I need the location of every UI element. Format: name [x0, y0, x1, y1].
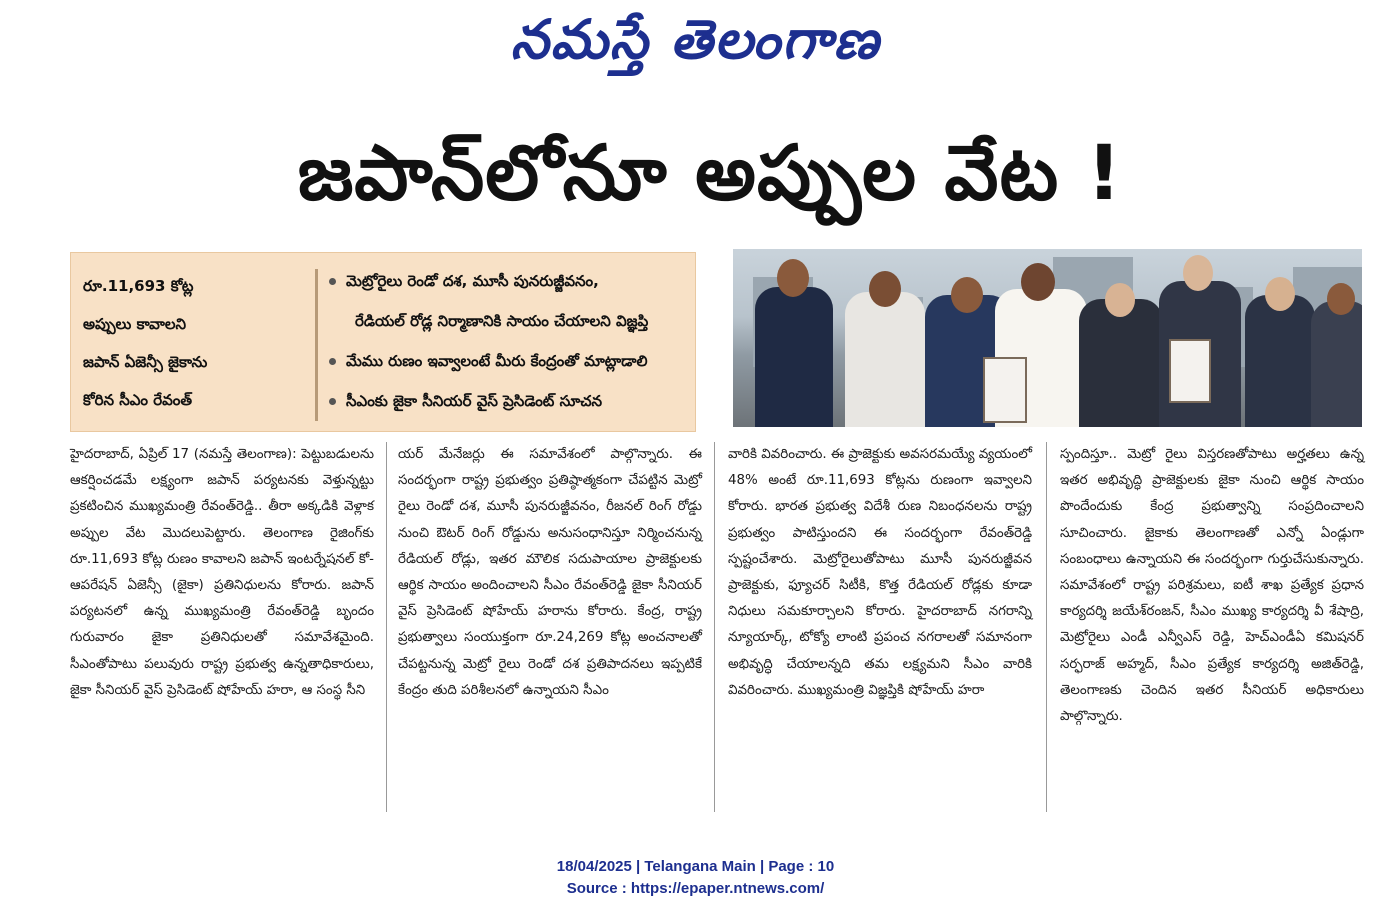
bullet-icon: [329, 278, 336, 285]
footer-source-link[interactable]: Source : https://epaper.ntnews.com/: [566, 880, 825, 897]
article-column-1: హైదరాబాద్, ఏప్రిల్ 17 (నమస్తే తెలంగాణ): పెట్టుబడులను ఆకర్షించడమే లక్ష్యంగా జపాన్ పర్యటనకు వెళ్తున్నట్టు ప్రకటించిన ముఖ్యమంత్రి రేవంత్‌రెడ్డి.. తీరా అక్కడికి వెళ్లాక అప్పుల వేట మొదలుపెట్టారు. తెలంగాణ రైజింగ్‌కు రూ.11,693 కోట్ల రుణం కావాలని జపాన్ ఇంటర్నేషనల్ కో-ఆపరేషన్ ఏజెన్సీ (జైకా) ప్రతినిధులను కోరారు. జపాన్ పర్యటనలో ఉన్న ముఖ్యమంత్రి రేవంత్‌రెడ్డి బృందం గురువారం జైకా ప్రతినిధులతో సమావేశమైంది. సీఎంతోపాటు పలువురు రాష్ట్ర ప్రభుత్వ ఉన్నతాధికారులు, జైకా సీనియర్ వైస్ ప్రెసిడెంట్ షోహేయ్ హరా, ఆ సంస్థ సీని: [70, 447, 374, 698]
bullet-item-continued: [329, 301, 689, 341]
article-column-2: యర్ మేనేజర్లు ఈ సమావేశంలో పాల్గొన్నారు. ఈ సందర్భంగా రాష్ట్ర ప్రభుత్వం ప్రతిష్ఠాత్మకంగా చేపట్టిన మెట్రో రైలు రెండో దశ, మూసీ పునరుజ్జీవనం, రీజనల్ రింగ్ రోడ్డు నుంచి ఔటర్ రింగ్ రోడ్డును అనుసంధానిస్తూ నిర్మించనున్న రేడియల్ రోడ్లు, ఇతర మౌలిక సదుపాయాల ప్రాజెక్టులకు ఆర్థిక సాయం అందించాలని సీఎం రేవంత్‌రెడ్డి జైకా సీనియర్ వైస్ ప్రెసిడెంట్ షోహేయ్ హరాను కోరారు. కేంద్ర, రాష్ట్ర ప్రభుత్వాలు సంయుక్తంగా రూ.24,269 కోట్ల అంచనాలతో చేపట్టనున్న మెట్రో రైలు రెండో దశ ప్రతిపాదనలు ఇప్పటికే కేంద్రం తుది పరిశీలనలో ఉన్నాయని సీఎం: [398, 447, 702, 698]
column-divider: [714, 442, 715, 812]
footer-edition-info: 18/04/2025 | Telangana Main | Page : 10: [556, 858, 835, 875]
person-figure: [1245, 295, 1315, 427]
masthead-logo: నమస్తే తెలంగాణ: [510, 8, 881, 71]
person-head: [1183, 255, 1213, 291]
bullet-text: మెట్రోరైలు రెండో దశ, మూసీ పునరుజ్జీవనం,: [346, 272, 599, 290]
person-head: [869, 271, 901, 307]
bullet-item: [329, 341, 689, 381]
person-head: [951, 277, 983, 313]
summary-line: కోరిన సీఎం రేవంత్: [83, 391, 193, 409]
headline: జపాన్‌లోనూ అప్పుల వేట !: [297, 128, 1123, 217]
person-head: [1105, 283, 1135, 317]
bullet-icon: [329, 358, 336, 365]
certificate-frame: [983, 357, 1027, 423]
bullet-text: మేము రుణం ఇవ్వాలంటే మీరు కేంద్రంతో మాట్లాడాలి: [346, 352, 648, 370]
person-figure: [1311, 301, 1362, 427]
bullet-icon: [329, 398, 336, 405]
person-head: [1265, 277, 1295, 311]
summary-line: జపాన్ ఏజెన్సీ జైకాను: [83, 353, 208, 371]
person-figure: [755, 287, 833, 427]
bullet-item: [329, 261, 689, 301]
column-divider: [1046, 442, 1047, 812]
person-head: [1327, 283, 1355, 315]
person-head: [1021, 263, 1055, 301]
highlights-panel: [70, 252, 696, 432]
highlights-bullets: [329, 261, 689, 421]
highlights-divider: [315, 269, 318, 421]
person-figure: [1079, 299, 1163, 427]
meeting-photo: [733, 249, 1362, 427]
bullet-item: [329, 381, 689, 421]
bullet-text: రేడియల్ రోడ్ల నిర్మాణానికి సాయం చేయాలని విజ్ఞప్తి: [355, 312, 649, 330]
summary-line: రూ.11,693 కోట్ల: [83, 277, 194, 295]
article-column-4: స్పందిస్తూ.. మెట్రో రైలు విస్తరణతోపాటు అర్హతలు ఉన్న ఇతర అభివృద్ధి ప్రాజెక్టులకు జైకా నుంచి ఆర్థిక సాయం పొందేందుకు కేంద్ర ప్రభుత్వాన్ని సంప్రదించాలని సూచించారు. జైకాకు తెలంగాణతో ఎన్నో ఏండ్లుగా సంబంధాలు ఉన్నాయని ఈ సందర్భంగా గుర్తుచేసుకున్నారు. సమావేశంలో రాష్ట్ర పరిశ్రమలు, ఐటీ శాఖ ప్రత్యేక ప్రధాన కార్యదర్శి జయేశ్‌రంజన్, సీఎం ముఖ్య కార్యదర్శి వీ శేషాద్రి, మెట్రోరైలు ఎండీ ఎన్వీఎస్ రెడ్డి, హెచ్ఎండీఏ కమిషనర్ సర్ఫరాజ్ అహ్మద్, సీఎం ప్రత్యేక కార్యదర్శి అజిత్‌రెడ్డి, తెలంగాణకు చెందిన ఇతర సీనియర్ అధికారులు పాల్గొన్నారు.: [1060, 447, 1364, 725]
highlights-summary: [83, 267, 293, 419]
bullet-text: సీఎంకు జైకా సీనియర్ వైస్ ప్రెసిడెంట్ సూచన: [346, 392, 603, 410]
person-figure: [845, 292, 925, 427]
person-head: [777, 259, 809, 297]
certificate-frame: [1169, 339, 1211, 403]
article-column-3: వారికి వివరించారు. ఈ ప్రాజెక్టుకు అవసరమయ్యే వ్యయంలో 48% అంటే రూ.11,693 కోట్లను రుణంగా ఇవ్వాలని కోరారు. భారత ప్రభుత్వ విదేశీ రుణ నిబంధనలను రాష్ట్ర ప్రభుత్వం పాటిస్తుందని ఈ సందర్భంగా రేవంత్‌రెడ్డి స్పష్టంచేశారు. మెట్రోరైలుతోపాటు మూసీ పునరుజ్జీవన ప్రాజెక్టుకు, ఫ్యూచర్ సిటీకి, కొత్త రేడియల్ రోడ్లకు కూడా నిధులు సమకూర్చాలని కోరారు. హైదరాబాద్ నగరాన్ని న్యూయార్క్, టోక్యో లాంటి ప్రపంచ నగరాలతో సమానంగా అభివృద్ధి చేయాలన్నది తమ లక్ష్యమని సీఎం వారికి వివరించారు. ముఖ్యమంత్రి విజ్ఞప్తికి షోహేయ్ హరా: [728, 447, 1033, 698]
summary-line: అప్పులు కావాలని: [83, 315, 187, 333]
column-divider: [386, 442, 387, 812]
